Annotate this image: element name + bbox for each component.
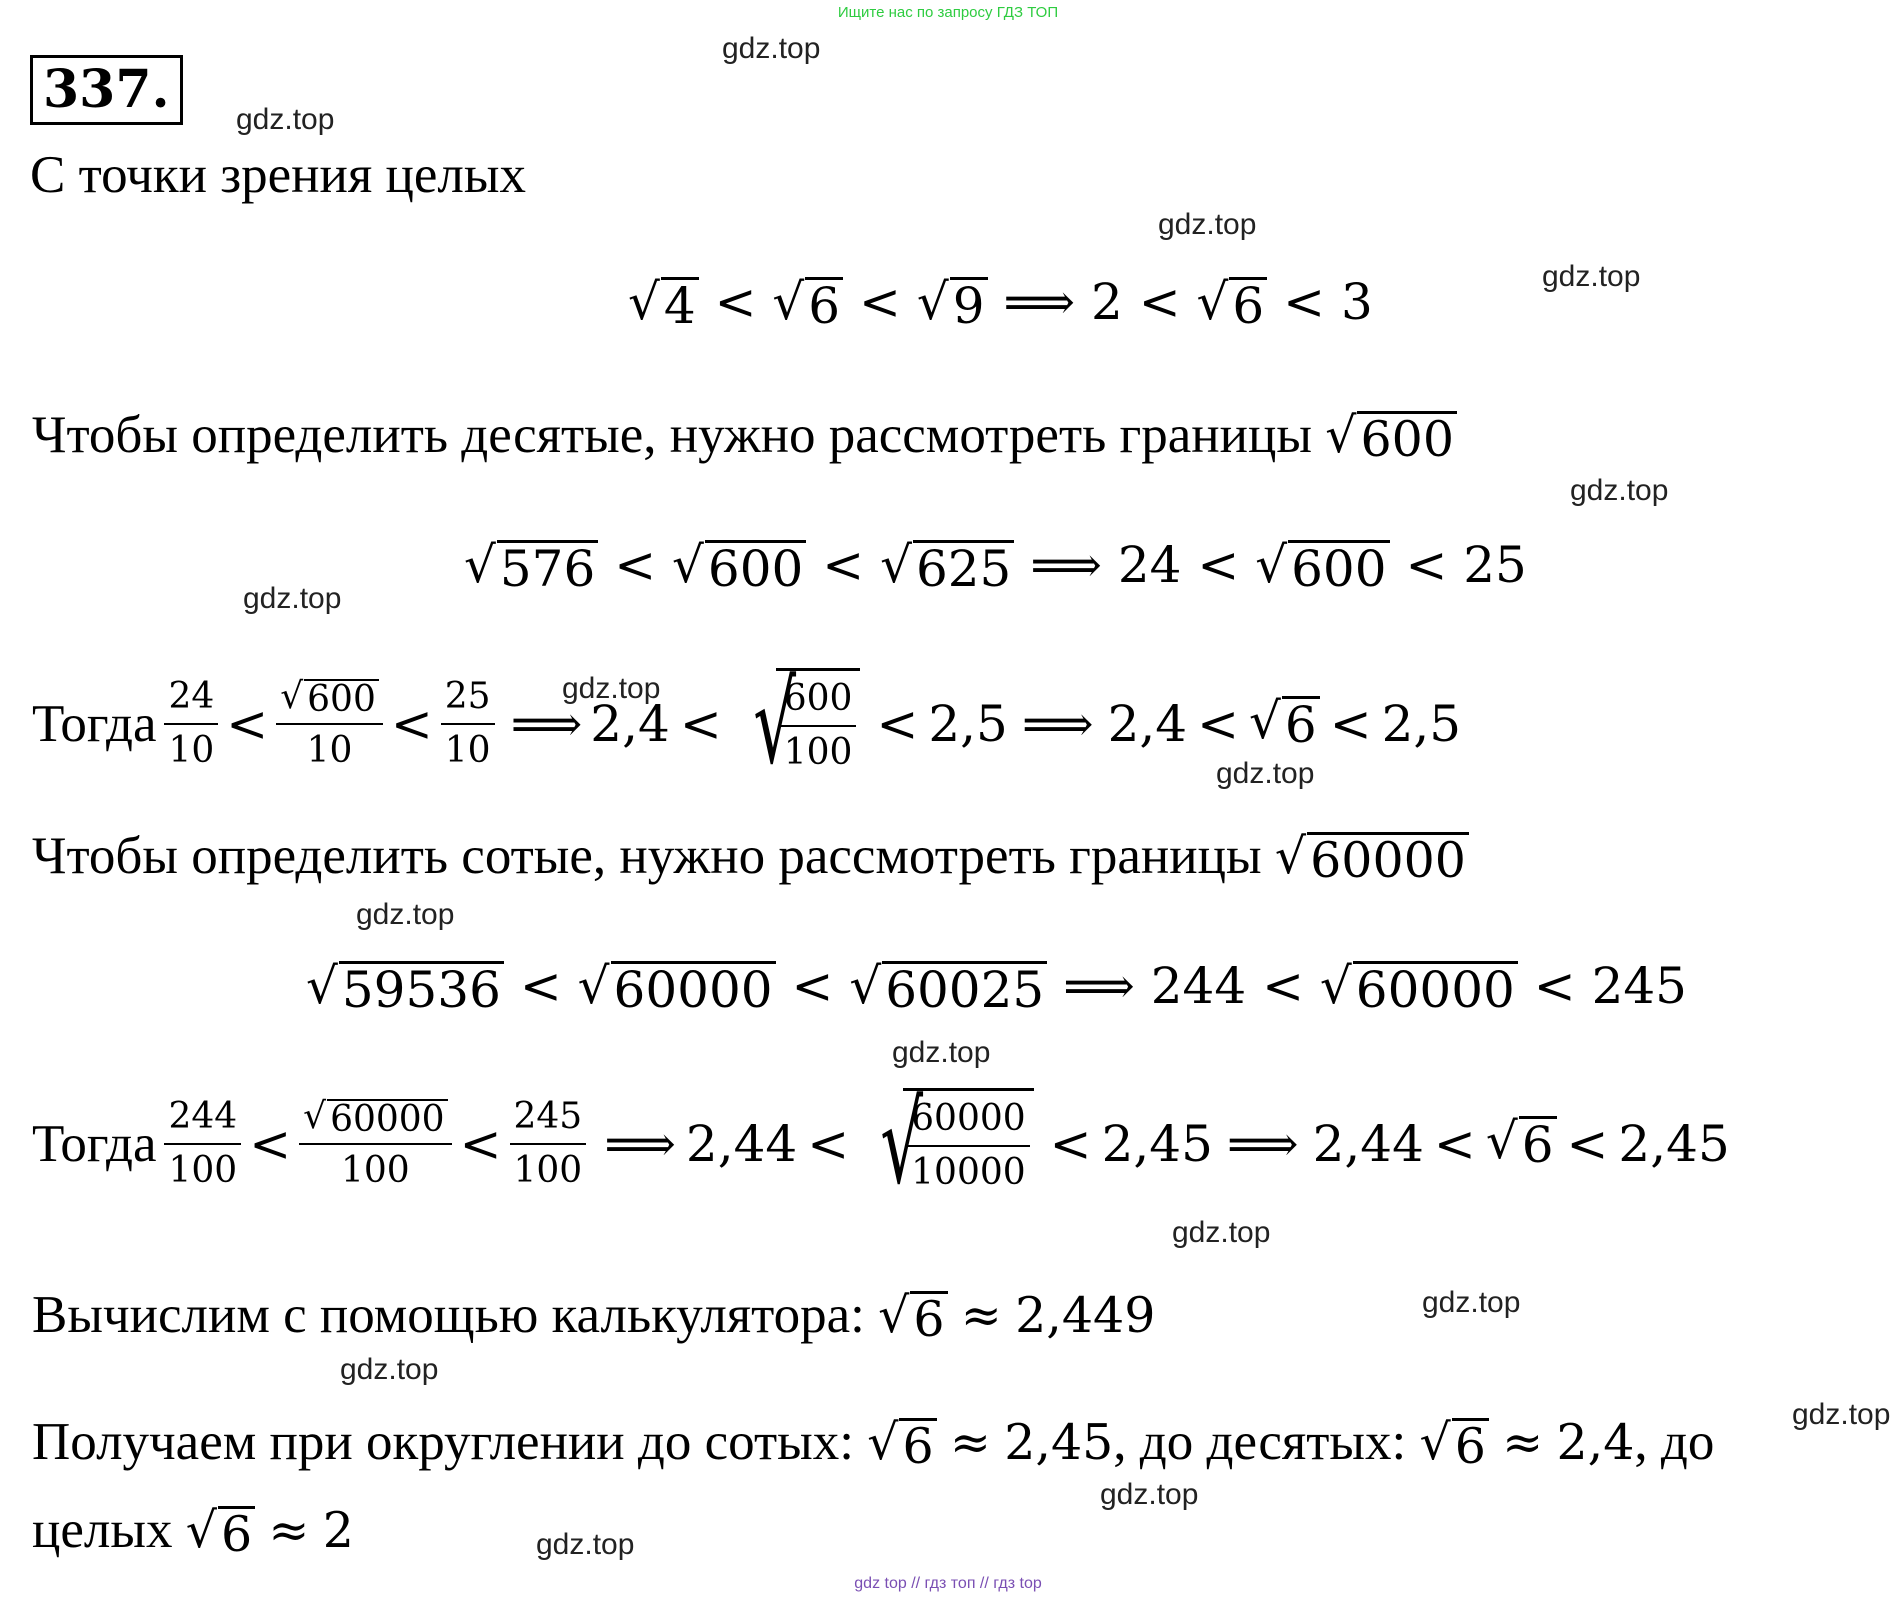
sqrt: √ 6 (1419, 1418, 1488, 1472)
watermark: gdz.top (1216, 757, 1315, 790)
fraction: $\frac{244}{100}$ (164, 1091, 241, 1197)
sqrt: √ 9 (917, 277, 988, 333)
sqrt: √ 59536 (306, 961, 504, 1017)
sqrt: √ 60025 (849, 961, 1047, 1017)
equation-tenths: Тогда $\frac{24}{10}$ < √ 600 10 < $\frac{25}{10}$ ⟹ 2,4 < √ $\frac{600}{100}$ < 2,5 ⟹ 2,4 < √ 6 < 2,5 (32, 659, 1462, 789)
sqrt: √ 6 (186, 1506, 255, 1560)
watermark: gdz.top (1172, 1216, 1271, 1249)
watermark: gdz.top (1158, 208, 1257, 241)
text-integers: С точки зрения целых (30, 146, 526, 204)
equation-hundredths: Тогда $\frac{244}{100}$ < √ 60000 100 < $\frac{245}{100}$ ⟹ 2,44 < √ $\frac{60000}{10000}$ < 2,45 ⟹ 2,44 < √ 6 < 2,45 (32, 1079, 1730, 1209)
fraction: √ 600 10 (276, 671, 383, 777)
sqrt: √ $\frac{60000}{10000}$ (865, 1088, 1034, 1200)
text-tenths-bounds: Чтобы определить десятые, нужно рассмотреть границы √ 600 (32, 405, 1457, 465)
text-rounding-integers: целых √ 6 ≈ 2 (32, 1501, 354, 1563)
watermark: gdz.top (1570, 474, 1669, 507)
sqrt: √ 60000 (1275, 832, 1469, 886)
equation-tenths-bounds: √ 576 < √ 600 < √ 625 ⟹ 24 < √ 600 < 25 (464, 536, 1527, 598)
sqrt: √ 6 (1249, 696, 1320, 752)
watermark: gdz.top (340, 1353, 439, 1386)
sqrt: √ 60000 (578, 961, 776, 1017)
equation-integers: √ 4 < √ 6 < √ 9 ⟹ 2 < √ 6 < 3 (628, 273, 1373, 335)
text-calculator: Вычислим с помощью калькулятора: √ 6 ≈ 2,449 (32, 1286, 1156, 1348)
watermark: gdz.top (536, 1528, 635, 1561)
sqrt: √ $\frac{600}{100}$ (738, 668, 861, 780)
sqrt: √ 600 (672, 540, 806, 596)
footer-links[interactable]: gdz top // гдз топ // гдз top (854, 1575, 1042, 1592)
fraction: √ 60000 100 (299, 1091, 451, 1197)
sqrt: √ 60000 (1320, 961, 1518, 1017)
sqrt: √ 4 (628, 277, 699, 333)
fraction: $\frac{245}{100}$ (510, 1091, 587, 1197)
watermark: gdz.top (562, 672, 661, 705)
watermark: gdz.top (1422, 1286, 1521, 1319)
sqrt: √ 600 (1325, 411, 1457, 465)
watermark: gdz.top (1792, 1398, 1891, 1431)
top-search-hint: Ищите нас по запросу ГДЗ ТОП (837, 4, 1059, 21)
text-hundredths-bounds: Чтобы определить сотые, нужно рассмотреть границы √ 60000 (32, 826, 1469, 886)
fraction: $\frac{24}{10}$ (164, 671, 218, 777)
sqrt: √ 600 (1255, 540, 1389, 596)
problem-number: 337. (30, 55, 183, 125)
sqrt: √ 6 (1486, 1116, 1557, 1172)
sqrt: √ 625 (880, 540, 1014, 596)
sqrt: √ 6 (1197, 277, 1268, 333)
fraction: $\frac{25}{10}$ (441, 671, 495, 777)
sqrt: √ 6 (878, 1291, 947, 1345)
watermark: gdz.top (892, 1036, 991, 1069)
text-rounding: Получаем при округлении до сотых: √ 6 ≈ 2,45, до десятых: √ 6 ≈ 2,4, до (32, 1413, 1715, 1475)
sqrt: √ 6 (867, 1418, 936, 1472)
equation-hundredths-bounds: √ 59536 < √ 60000 < √ 60025 ⟹ 244 < √ 60000 < 245 (306, 957, 1687, 1019)
sqrt: √ 576 (464, 540, 598, 596)
sqrt: √ 6 (772, 277, 843, 333)
watermark: gdz.top (236, 103, 335, 136)
watermark: gdz.top (243, 582, 342, 615)
watermark: gdz.top (1542, 260, 1641, 293)
watermark: gdz.top (1100, 1478, 1199, 1511)
watermark: gdz.top (722, 32, 821, 65)
watermark: gdz.top (356, 898, 455, 931)
